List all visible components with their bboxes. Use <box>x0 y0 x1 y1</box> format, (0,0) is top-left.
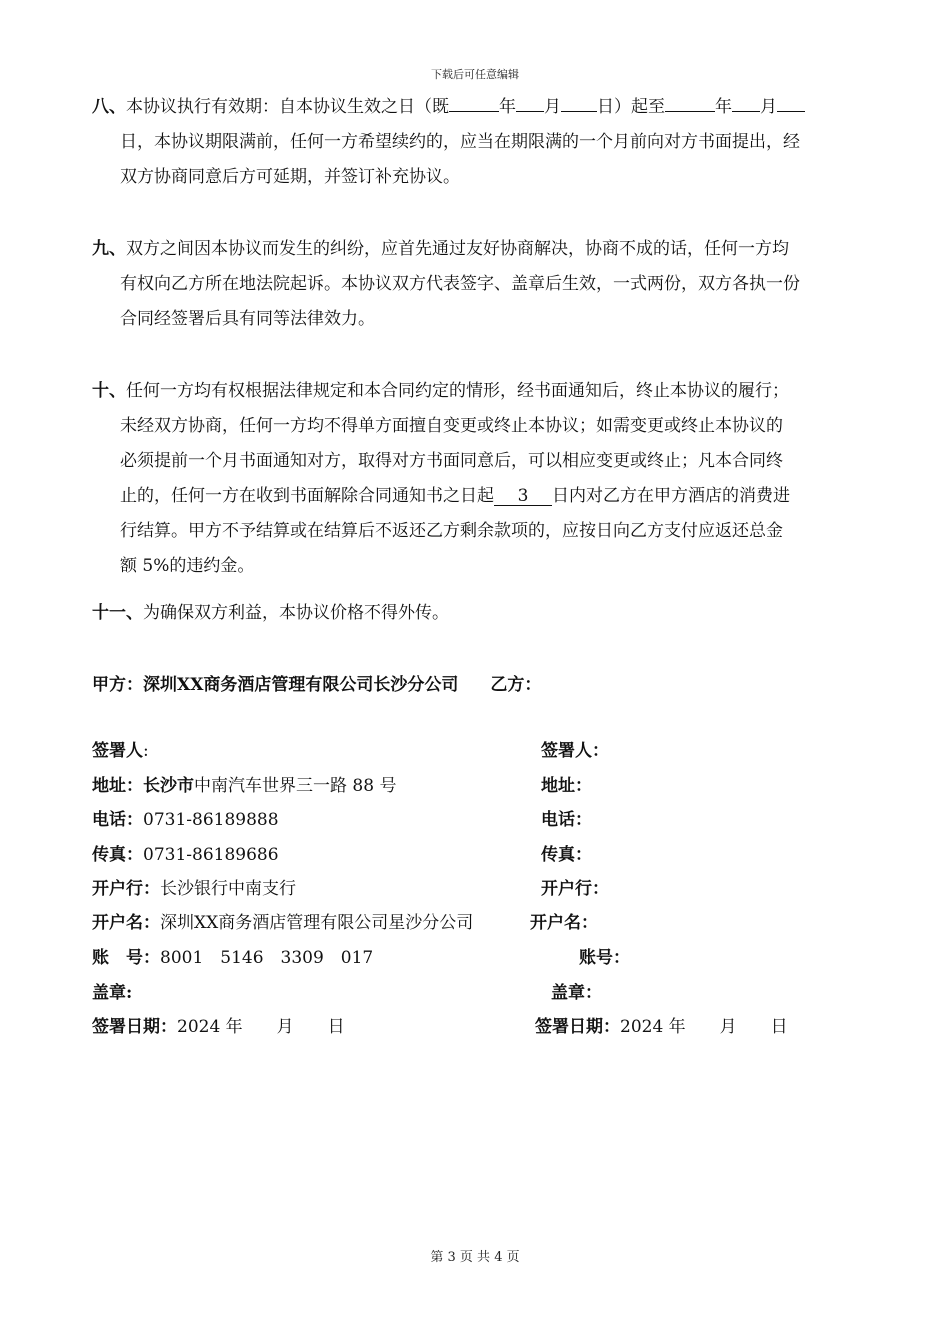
clause-10-line-6: 额 5%的违约金。 <box>120 556 255 576</box>
party-b-signer: 签署人： <box>541 741 609 761</box>
party-a-fax: 传真：0731-86189686 <box>92 845 279 865</box>
party-b-sign-date: 签署日期：2024 年 月 日 <box>535 1017 788 1037</box>
party-a-address: 地址：长沙市中南汽车世界三一路 88 号 <box>92 776 397 796</box>
clause-10-line-1: 十、任何一方均有权根据法律规定和本合同约定的情形，经书面通知后，终止本协议的履行； <box>92 381 789 401</box>
party-a-sign-date: 签署日期：2024 年 月 日 <box>92 1017 345 1037</box>
clause-9-number: 九、 <box>92 239 126 259</box>
clause-8-number: 八、 <box>92 97 126 117</box>
clause-11-number: 十一、 <box>92 603 143 623</box>
party-b-bank: 开户行： <box>541 879 609 899</box>
party-a-phone: 电话：0731-86189888 <box>92 810 279 830</box>
clause-9-line-3: 合同经签署后具有同等法律效力。 <box>120 309 375 329</box>
blank-end-month <box>732 92 760 112</box>
clause-9-line-2: 有权向乙方所在地法院起诉。本协议双方代表签字、盖章后生效，一式两份，双方各执一份 <box>120 274 800 294</box>
clause-8-line-3: 双方协商同意后方可延期，并签订补充协议。 <box>120 167 460 187</box>
party-a-bank: 开户行：长沙银行中南支行 <box>92 879 296 899</box>
blank-start-month <box>516 92 544 112</box>
party-a-seal: 盖章: <box>92 983 133 1003</box>
blank-end-day <box>777 92 805 112</box>
party-b-address: 地址： <box>541 776 592 796</box>
blank-end-year <box>665 92 715 112</box>
clause-10-number: 十、 <box>92 381 126 401</box>
party-a-account-number: 账 号：8001 5146 3309 017 <box>92 948 374 968</box>
blank-start-year <box>449 92 499 112</box>
party-b-account-number: 账号： <box>579 948 630 968</box>
party-b-account-name: 开户名： <box>530 913 598 933</box>
clause-9 <box>92 232 862 337</box>
clause-8 <box>92 90 862 195</box>
page-header: 下载后可任意编辑 <box>431 68 519 81</box>
clause-10 <box>92 374 862 584</box>
clause-8-line-2: 日，本协议期限满前，任何一方希望续约的，应当在期限满的一个月前向对方书面提出，经 <box>120 132 800 152</box>
clause-10-line-5: 行结算。甲方不予结算或在结算后不返还乙方剩余款项的，应按日向乙方支付应返还总金 <box>120 521 783 541</box>
clause-9-line-1: 九、双方之间因本协议而发生的纠纷，应首先通过友好协商解决，协商不成的话，任何一方均 <box>92 239 789 259</box>
party-b-phone: 电话： <box>541 810 592 830</box>
clause-11-text: 为确保双方利益，本协议价格不得外传。 <box>143 603 449 623</box>
party-b-seal: 盖章： <box>551 983 602 1003</box>
party-b-fax: 传真： <box>541 845 592 865</box>
party-a-account-name: 开户名：深圳XX商务酒店管理有限公司星沙分公司 <box>92 913 474 933</box>
clause-11 <box>92 596 862 631</box>
blank-start-day <box>561 92 597 112</box>
page-number: 第 3 页 共 4 页 <box>430 1250 520 1265</box>
party-a-name: 甲方：深圳XX商务酒店管理有限公司长沙分公司 <box>92 675 459 695</box>
clause-10-line-2: 未经双方协商，任何一方均不得单方面擅自变更或终止本协议；如需变更或终止本协议的 <box>120 416 783 436</box>
party-a-signer: 签署人: <box>92 741 149 761</box>
party-b-label: 乙方： <box>490 675 542 695</box>
settlement-days-value: 3 <box>494 487 552 506</box>
clause-8-line-1: 八、本协议执行有效期：自本协议生效之日（既 年 月 日）起至 年 月 <box>92 90 862 125</box>
parties-line <box>92 670 541 695</box>
clause-10-line-4: 止的，任何一方在收到书面解除合同通知书之日起 3 日内对乙方在甲方酒店的消费进 <box>120 486 790 506</box>
clause-10-line-3: 必须提前一个月书面通知对方，取得对方书面同意后，可以相应变更或终止；凡本合同终 <box>120 451 783 471</box>
